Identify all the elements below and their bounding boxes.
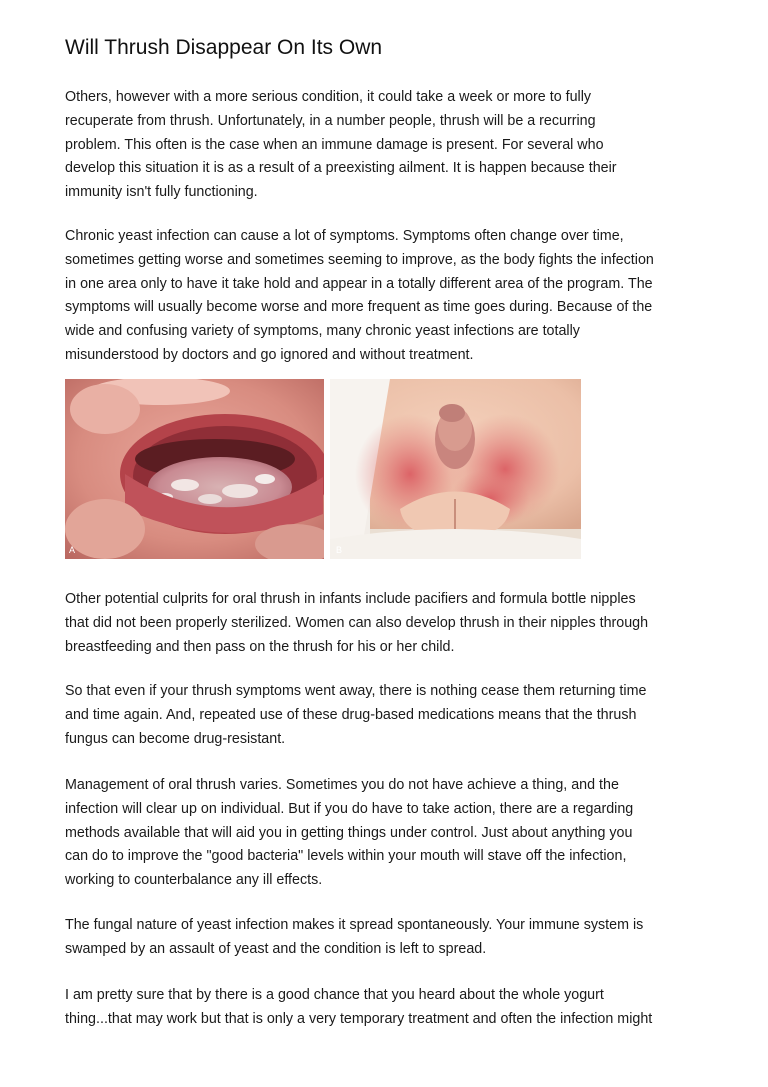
paragraph-6 xyxy=(65,914,715,962)
text-line: develop this situation it is as a result of a preexisting ailment. It is happen because their xyxy=(65,160,617,177)
text-line: immunity isn't fully functioning. xyxy=(65,184,258,201)
text-line: Management of oral thrush varies. Sometimes you do not have achieve a thing, and the xyxy=(65,777,619,793)
text-line: misunderstood by doctors and go ignored and without treatment. xyxy=(65,346,474,363)
clinical-photo-figure xyxy=(65,379,581,559)
text-line: wide and confusing variety of symptoms, many chronic yeast infections are totally xyxy=(65,323,580,340)
paragraph-5 xyxy=(65,774,715,893)
text-line: Other potential culprits for oral thrush in infants include pacifiers and formula bottle nipples xyxy=(65,591,636,607)
text-line: in one area only to have it take hold and appear in a totally different area of the program. The xyxy=(65,275,653,292)
text-line: thing...that may work but that is only a very temporary treatment and often the infection might xyxy=(65,1010,653,1027)
text-line: symptoms will usually become worse and more frequent as time goes during. Because of the xyxy=(65,299,653,316)
text-line: So that even if your thrush symptoms went away, there is nothing cease them returning time xyxy=(65,683,647,699)
paragraph-4 xyxy=(65,680,715,751)
text-line: Chronic yeast infection can cause a lot of symptoms. Symptoms often change over time, xyxy=(65,228,624,244)
paragraph-1 xyxy=(65,86,715,205)
panel-b-label: B xyxy=(336,545,343,555)
panel-a-label: A xyxy=(69,545,76,555)
text-line: breastfeeding and then pass on the thrush for his or her child. xyxy=(65,638,455,655)
paragraph-7 xyxy=(65,984,715,1032)
text-line: I am pretty sure that by there is a good chance that you heard about the whole yogurt xyxy=(65,987,604,1003)
text-line: Others, however with a more serious condition, it could take a week or more to fully xyxy=(65,89,592,105)
text-line: methods available that will aid you in getting things under control. Just about anything you xyxy=(65,824,633,841)
paragraph-2 xyxy=(65,225,715,368)
paragraph-3 xyxy=(65,588,715,659)
text-line: swamped by an assault of yeast and the condition is left to spread. xyxy=(65,940,487,957)
text-line: can do to improve the "good bacteria" levels within your mouth will stave off the infection, xyxy=(65,848,627,865)
text-line: fungus can become drug-resistant. xyxy=(65,730,286,747)
text-line: that did not been properly sterilized. Women can also develop thrush in their nipples through xyxy=(65,614,649,631)
page-title: Will Thrush Disappear On Its Own xyxy=(65,36,383,59)
text-line: recuperate from thrush. Unfortunately, in a number people, thrush will be a recurring xyxy=(65,112,596,129)
text-line: infection will clear up on individual. But if you do have to take action, there are a regarding xyxy=(65,800,634,817)
diaper-rash-photo xyxy=(330,379,581,559)
text-line: problem. This often is the case when an immune damage is present. For several who xyxy=(65,136,604,153)
text-line: The fungal nature of yeast infection makes it spread spontaneously. Your immune system is xyxy=(65,917,644,933)
text-line: working to counterbalance any ill effects. xyxy=(65,872,323,889)
oral-thrush-photo xyxy=(65,379,324,559)
text-line: sometimes getting worse and sometimes seeming to improve, as the body fights the infection xyxy=(65,251,654,268)
text-line: and time again. And, repeated use of these drug-based medications means that the thrush xyxy=(65,706,637,723)
